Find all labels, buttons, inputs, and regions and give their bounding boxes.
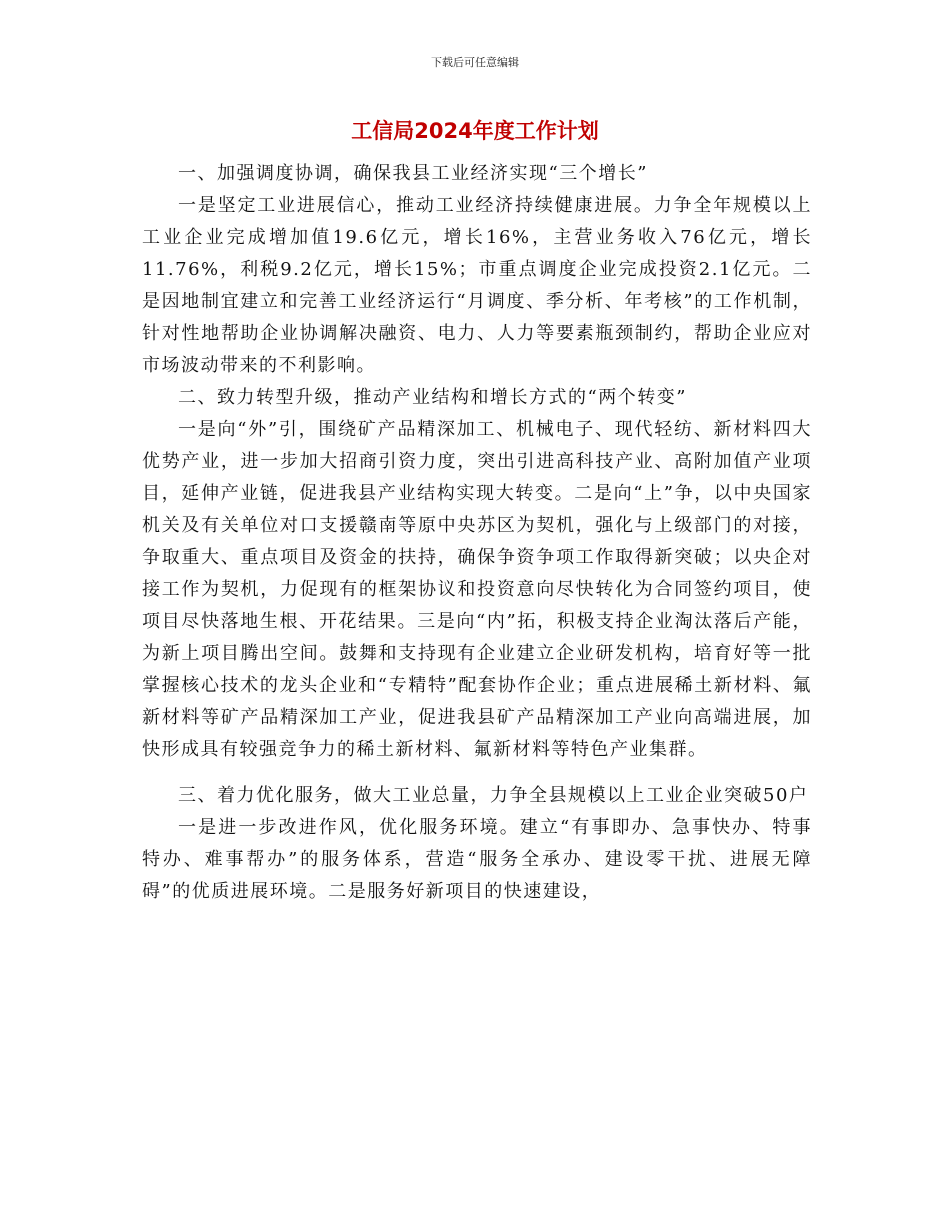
body-paragraph-1: 一是坚定工业进展信心，推动工业经济持续健康进展。力争全年规模以上工业企业完成增加值19.6亿元，增长16%，主营业务收入76亿元，增长11.76%，利税9.2亿元，增长15%；市重点调度企业完成投资2.1亿元。二是因地制宜建立和完善工业经济运行“月调度、季分析、年考核”的工作机制，针对性地帮助企业协调解决融资、电力、人力等要素瓶颈制约，帮助企业应对市场波动带来的不利影响。 — [142, 195, 812, 376]
section-heading-2: 二、致力转型升级，推动产业结构和增长方式的“两个转变” — [178, 387, 687, 408]
page-header: 下载后可任意编辑 — [431, 56, 519, 69]
body-paragraph-3: 一是进一步改进作风，优化服务环境。建立“有事即办、急事快办、特事特办、难事帮办”的服务体系，营造“服务全承办、建设零干扰、进展无障碍”的优质进展环境。二是服务好新项目的快速建设， — [142, 817, 812, 902]
body-paragraph-2: 一是向“外”引，围绕矿产品精深加工、机械电子、现代轻纺、新材料四大优势产业，进一步加大招商引资力度，突出引进高科技产业、高附加值产业项目，延伸产业链，促进我县产业结构实现大转变。二是向“上”争，以中央国家机关及有关单位对口支援赣南等原中央苏区为契机，强化与上级部门的对接，争取重大、重点项目及资金的扶持，确保争资争项工作取得新突破；以央企对接工作为契机，力促现有的框架协议和投资意向尽快转化为合同签约项目，使项目尽快落地生根、开花结果。三是向“内”拓，积极支持企业淘汰落后产能，为新上项目腾出空间。鼓舞和支持现有企业建立企业研发机构，培育好等一批掌握核心技术的龙头企业和“专精特”配套协作企业；重点进展稀土新材料、氟新材料等矿产品精深加工产业，促进我县矿产品精深加工产业向高端进展，加快形成具有较强竞争力的稀土新材料、氟新材料等特色产业集群。 — [142, 419, 812, 760]
document-title: 工信局2024年度工作计划 — [351, 119, 599, 143]
section-heading-3: 三、着力优化服务，做大工业总量，力争全县规模以上工业企业突破50户 — [178, 785, 809, 806]
section-heading-1: 一、加强调度协调，确保我县工业经济实现“三个增长” — [178, 163, 648, 184]
document-body — [142, 158, 812, 908]
